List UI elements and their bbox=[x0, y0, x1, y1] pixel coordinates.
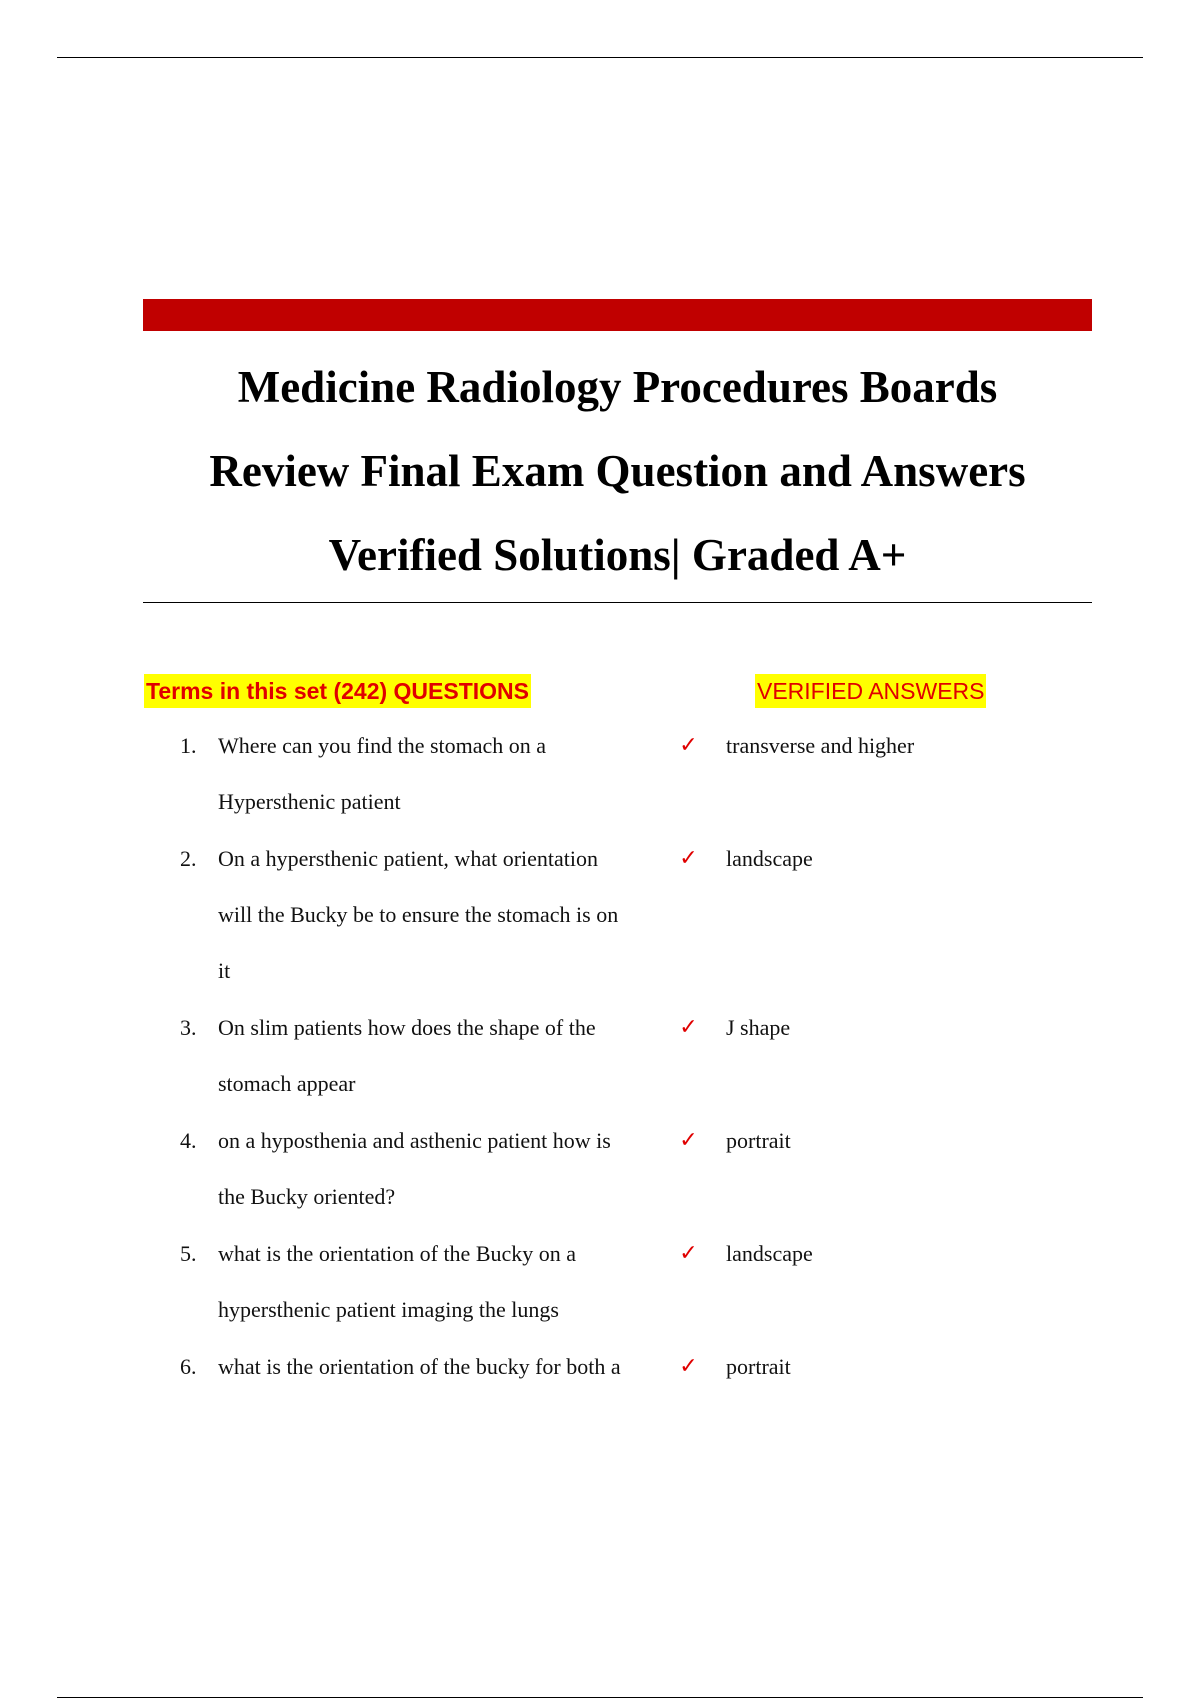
page-bottom-rule bbox=[57, 1697, 1143, 1698]
question-text bbox=[218, 831, 670, 999]
title-underline-rule bbox=[143, 602, 1092, 603]
questions-label: Terms in this set (242) QUESTIONS bbox=[144, 674, 531, 708]
title-block bbox=[143, 299, 1092, 603]
qa-list bbox=[143, 718, 1092, 1396]
check-icon: ✓ bbox=[679, 1241, 698, 1266]
question-line: stomach appear bbox=[218, 1071, 356, 1096]
qa-item bbox=[143, 1000, 1092, 1113]
qa-item bbox=[143, 1339, 1092, 1396]
question-number: 6. bbox=[180, 1354, 197, 1379]
question-text bbox=[218, 1339, 670, 1395]
check-icon: ✓ bbox=[679, 1354, 698, 1379]
question-line: the Bucky oriented? bbox=[218, 1184, 396, 1209]
question-number: 4. bbox=[180, 1128, 197, 1153]
answer-text: portrait bbox=[726, 1128, 791, 1153]
check-icon: ✓ bbox=[679, 1015, 698, 1040]
question-line: what is the orientation of the bucky for both a bbox=[218, 1354, 621, 1379]
question-line: it bbox=[218, 958, 231, 983]
qa-item bbox=[143, 718, 1092, 831]
question-number: 1. bbox=[180, 733, 197, 758]
question-line: will the Bucky be to ensure the stomach is on bbox=[218, 902, 619, 927]
question-text bbox=[218, 1113, 670, 1225]
answer-text: landscape bbox=[726, 1241, 813, 1266]
check-icon: ✓ bbox=[679, 846, 698, 871]
answer-text: transverse and higher bbox=[726, 733, 915, 758]
question-line: Where can you find the stomach on a bbox=[218, 733, 547, 758]
check-icon: ✓ bbox=[679, 1128, 698, 1153]
question-line: what is the orientation of the Bucky on a bbox=[218, 1241, 577, 1266]
answer-text: portrait bbox=[726, 1354, 791, 1379]
question-text bbox=[218, 718, 670, 830]
answer-text: landscape bbox=[726, 846, 813, 871]
page-top-rule bbox=[57, 57, 1143, 58]
title-red-band bbox=[143, 299, 1092, 331]
question-text bbox=[218, 1000, 670, 1112]
question-line: Hypersthenic patient bbox=[218, 789, 401, 814]
question-line: On a hypersthenic patient, what orientation bbox=[218, 846, 598, 871]
question-number: 3. bbox=[180, 1015, 197, 1040]
title-line-3: Verified Solutions| Graded A+ bbox=[328, 530, 907, 580]
answer-text: J shape bbox=[726, 1015, 791, 1040]
qa-item bbox=[143, 1226, 1092, 1339]
title-line-1: Medicine Radiology Procedures Boards bbox=[237, 362, 998, 412]
question-line: On slim patients how does the shape of the bbox=[218, 1015, 596, 1040]
question-line: on a hyposthenia and asthenic patient how is bbox=[218, 1128, 611, 1153]
qa-item bbox=[143, 831, 1092, 1000]
question-text bbox=[218, 1226, 670, 1338]
question-line: hypersthenic patient imaging the lungs bbox=[218, 1297, 559, 1322]
question-number: 5. bbox=[180, 1241, 197, 1266]
title-line-2: Review Final Exam Question and Answers bbox=[209, 446, 1026, 496]
document-title bbox=[143, 345, 1092, 597]
qa-item bbox=[143, 1113, 1092, 1226]
answers-label: VERIFIED ANSWERS bbox=[755, 674, 986, 708]
question-number: 2. bbox=[180, 846, 197, 871]
check-icon: ✓ bbox=[679, 733, 698, 758]
